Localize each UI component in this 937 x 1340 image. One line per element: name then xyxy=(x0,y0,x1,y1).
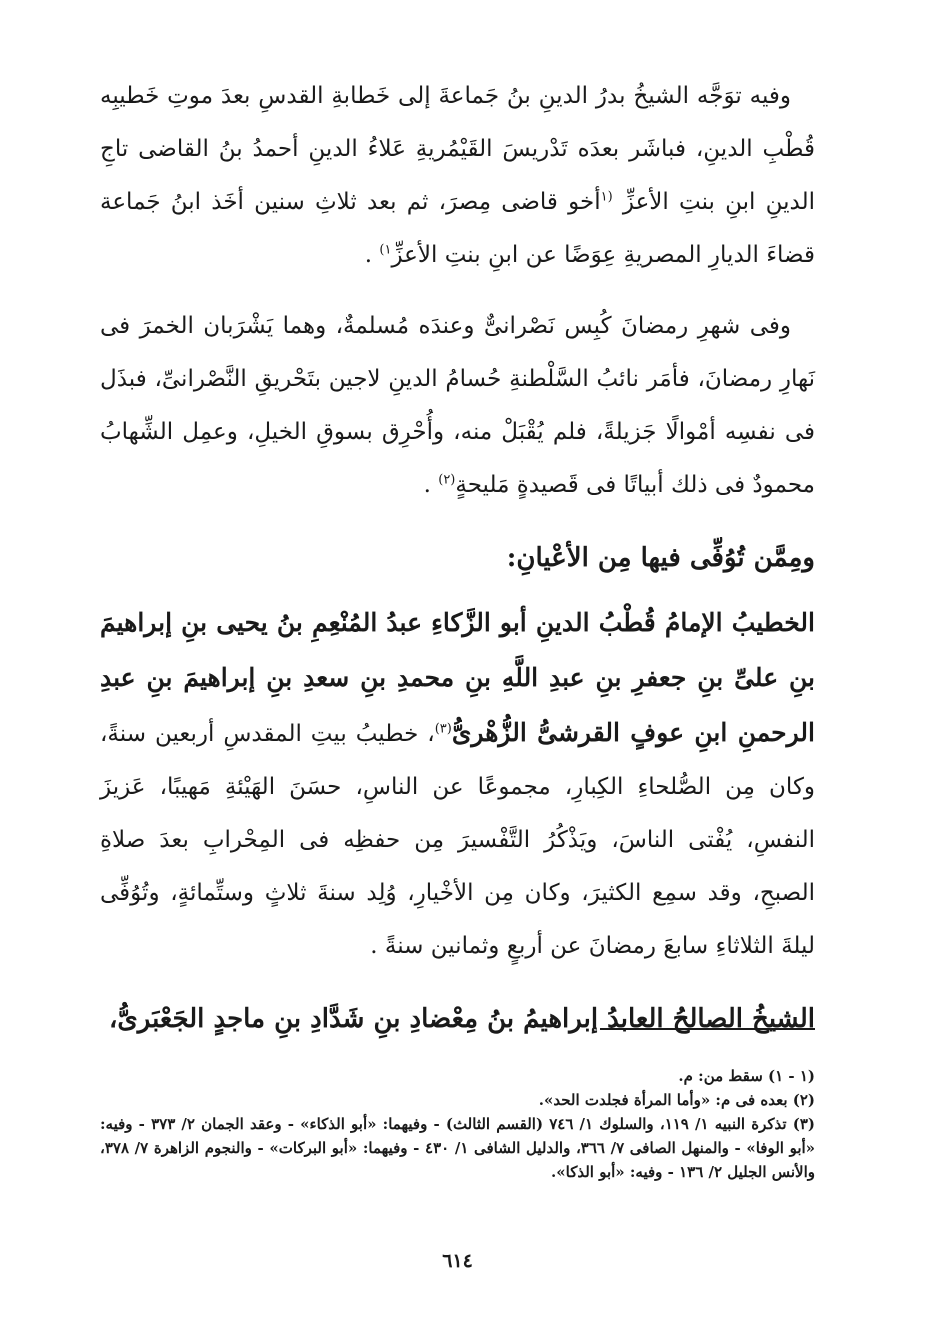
footnote: (٢) بعده فى م: «وأما المرأة فجلدت الحد». xyxy=(538,1091,815,1109)
biography-text: ، خطيبُ بيتِ المقدسِ أربعين سنةً، وكان مِن الصُّلحاءِ الكِبارِ، مجموعًا عن الناسِ، حسَنَ الهَيْئةِ مَهيبًا، عَزيزَ النفسِ، يُفْتى الناسَ، ويَذْكُرُ التَّفْسيرَ مِن حفظِه فى المِحْرابِ بعدَ صلاةِ الصبحِ، وقد سمِع الكثيرَ، وكان مِن الأخْيارِ، وُلِد سنةَ ثلاثٍ وستِّمائةٍ، وتُوُفِّى ليلةَ الثلاثاءِ سابعَ رمضانَ عن أربعٍ وثمانين سنةً . xyxy=(100,721,815,959)
footnote: (٣) تذكرة النبيه ١/ ١١٩، والسلوك ١/ ٧٤٦ (القسم الثالث) - وفيهما: «أبو الذكاء» - وعقد الجمان ٢/ ٣٧٣ - وفيه: «أبو الوفا» - والمنهل الصافى ٧/ ٣٦٦، والدليل الشافى ١/ ٤٣٠ - وفيهما: «أبو البركات» - والنجوم الزاهرة ٧/ ٣٧٨، والأنس الجليل ٢/ ١٣٦ - وفيه: «أبو الذكا». xyxy=(100,1115,816,1181)
paragraph-ramadan: وفى شهرِ رمضانَ كُبِس نَصْرانىٌّ وعندَه مُسلمةٌ، وهما يَشْرَبان الخمرَ فى نَهارِ رمضانَ، فأمَر نائبُ السَّلْطنةِ حُسامُ الدينِ لاجين بتَحْريقِ النَّصْرانىِّ، فبذَل فى نفسِه أمْوالًا جَزيلةً، فلم يُقْبَلْ منه، وأُحْرِق بسوقِ الخيلِ، وعمِل الشِّهابُ محمودٌ فى ذلك أبياتًا فى قَصيدةٍ مَليحةٍ$^{(٢)}$ . xyxy=(100,313,815,498)
paragraph-text: وفيه توَجَّه الشيخُ بدرُ الدينِ بنُ جَماعةَ إلى خَطابةِ القدسِ بعدَ موتِ خَطيبِه قُطْبِ الدينِ، فباشَر بعدَه تَدْريسَ القَيْمُريةِ عَلاءُ الدينِ أحمدُ بنُ القاضى تاجِ الدينِ ابنِ بنتِ الأعزِّ xyxy=(100,83,815,215)
footnote-marker: (١ xyxy=(600,189,613,205)
biography-qutb-al-din xyxy=(100,596,815,973)
footnotes xyxy=(100,1064,815,1184)
biography-heading-ibrahim: الشيخُ الصالحُ العابدُ إبراهيمُ بنُ مِعْضادِ بنِ شَدَّادِ بنِ ماجدٍ الجَعْبَرىُّ، xyxy=(109,1004,815,1034)
footnote-separator xyxy=(600,1028,815,1030)
biography-name: الخطيبُ الإمامُ قُطْبُ الدينِ أبو الزَّكاءِ عبدُ المُنْعِمِ بنُ يحيى بنِ إبراهيمَ بنِ علىِّ بنِ جعفرِ بنِ عبدِ اللَّهِ بنِ محمدِ بنِ سعدِ بنِ إبراهيمَ بنِ عبدِ الرحمنِ ابنِ عوفٍ القرشىُّ الزُّهْرىُّ xyxy=(100,608,815,747)
paragraph-text: وفى شهرِ رمضانَ كُبِس نَصْرانىٌّ وعندَه مُسلمةٌ، وهما يَشْرَبان الخمرَ فى نَهارِ رمضانَ، فأمَر نائبُ السَّلْطنةِ حُسامُ الدينِ لاجين بتَحْريقِ النَّصْرانىِّ، فبذَل فى نفسِه أمْوالًا جَزيلةً، فلم يُقْبَلْ منه، وأُحْرِق بسوقِ الخيلِ، وعمِل الشِّهابُ محمودٌ فى ذلك أبياتًا فى قَصيدةٍ مَليحةٍ xyxy=(100,313,815,498)
footnote-marker: ١) xyxy=(379,242,392,258)
footnote-marker: (٢) xyxy=(438,472,456,488)
page-number: ٦١٤ xyxy=(442,1250,473,1272)
footnote-marker: (٣) xyxy=(434,721,452,737)
footnote: (١ - ١) سقط من: م. xyxy=(678,1067,815,1085)
paragraph-khataba: وفيه توَجَّه الشيخُ بدرُ الدينِ بنُ جَماعةَ إلى خَطابةِ القدسِ بعدَ موتِ خَطيبِه قُطْبِ الدينِ، فباشَر بعدَه تَدْريسَ القَيْمُريةِ عَلاءُ الدينِ أحمدُ بنُ القاضى تاجِ الدينِ ابنِ بنتِ الأعزِّ $^{(١}$أخو قاضى مِصرَ، ثم بعد ثلاثِ سنين أخَذ ابنُ جَماعة قضاءَ الديارِ المصريةِ عِوَضًا عن ابنِ بنتِ الأعزِّ$^{١)}$ . xyxy=(100,83,815,268)
book-page xyxy=(100,70,815,1300)
section-heading-notables: ومِمَّن تُوُفِّى فيها مِن الأعْيانِ: xyxy=(506,543,815,573)
paragraph-text: أخو قاضى مِصرَ، ثم بعد ثلاثِ سنين أخَذ ابنُ جَماعة قضاءَ الديارِ المصريةِ عِوَضًا عن ابنِ بنتِ الأعزِّ xyxy=(100,189,815,268)
